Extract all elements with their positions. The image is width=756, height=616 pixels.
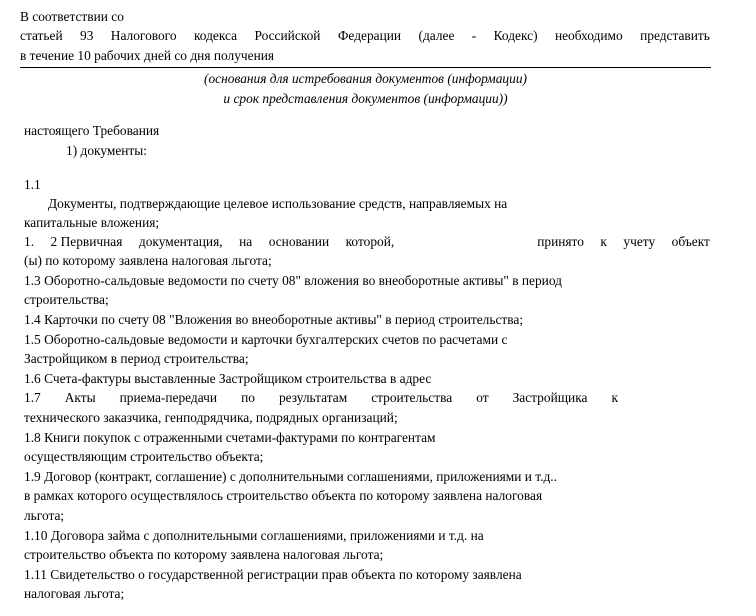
item-word: результатам	[278, 390, 348, 405]
header-word: Федерации	[337, 28, 402, 43]
item-1-3-line-1: 1.3 Оборотно-сальдовые ведомости по счету 08" вложения во внеоборотные активы" в период	[24, 273, 562, 288]
item-word: принято	[537, 234, 584, 249]
item-word: к	[611, 390, 618, 405]
documents-heading: 1) документы:	[66, 143, 147, 158]
item-1-6: 1.6 Счета-фактуры выставленные Застройщиком строительства в адрес	[24, 371, 432, 386]
item-1-10-line-1: 1.10 Договора займа с дополнительными соглашениями, приложениями и т.д. на	[24, 528, 484, 543]
header-line-2	[20, 26, 710, 45]
item-word: от	[476, 390, 489, 405]
item-1-5-line-1: 1.5 Оборотно-сальдовые ведомости и карточки бухгалтерских счетов по расчетами с	[24, 332, 508, 347]
item-1-1-line-1: Документы, подтверждающие целевое использование средств, направляемых на	[48, 196, 508, 211]
item-1-5-line-2: Застройщиком в период строительства;	[24, 351, 249, 366]
header-word: статьей	[20, 28, 63, 43]
header-word: кодекса	[193, 28, 238, 43]
item-1-7-line-1	[24, 388, 618, 407]
header-line-3: в течение 10 рабочих дней со дня получения	[20, 48, 275, 63]
item-1-1-line-2: капитальные вложения;	[24, 215, 160, 230]
header-word: Кодекс)	[493, 28, 538, 43]
requirement-label: настоящего Требования	[24, 123, 160, 138]
item-1-4: 1.4 Карточки по счету 08 "Вложения во внеоборотные активы" в период строительства;	[24, 312, 524, 327]
item-word: строительства	[371, 390, 453, 405]
header-line-1: В соответствии со	[20, 9, 124, 24]
item-word: объект	[671, 234, 710, 249]
item-word: Застройщика	[512, 390, 588, 405]
item-1-10-line-2: строительство объекта по которому заявлена налоговая льгота;	[24, 547, 384, 562]
note-line-1: (основания для истребования документов (информации)	[204, 71, 527, 86]
item-1-2-line-2: (ы) по которому заявлена налоговая льгота;	[24, 253, 272, 268]
item-word: 2 Первичная	[50, 234, 123, 249]
item-1-3-line-2: строительства;	[24, 292, 109, 307]
item-word: документация,	[138, 234, 223, 249]
item-1-2-line-1	[24, 232, 710, 251]
item-gap	[411, 232, 521, 251]
item-1-11-line-2: налоговая льгота;	[24, 586, 125, 601]
item-1-9-line-2: в рамках которого осуществлялось строительство объекта по которому заявлена налоговая	[24, 488, 543, 503]
item-word: учету	[623, 234, 656, 249]
item-1-8-line-1: 1.8 Книги покупок с отраженными счетами-фактурами по контрагентам	[24, 430, 436, 445]
item-1-9-line-1: 1.9 Договор (контракт, соглашение) с дополнительными соглашениями, приложениями и т.д..	[24, 469, 557, 484]
header-word: Российской	[254, 28, 321, 43]
item-word: на	[239, 234, 253, 249]
item-1-11-line-1: 1.11 Свидетельство о государственной регистрации прав объекта по которому заявлена	[24, 567, 522, 582]
item-1-9-line-3: льгота;	[24, 508, 65, 523]
item-1-1-number: 1.1	[24, 177, 41, 192]
header-word: 93	[80, 28, 94, 43]
item-word: которой,	[345, 234, 395, 249]
item-word: основании	[268, 234, 330, 249]
item-word: к	[600, 234, 607, 249]
item-word: 1.7	[24, 390, 41, 405]
item-word: приема-передачи	[119, 390, 218, 405]
item-word: по	[241, 390, 255, 405]
item-1-7-line-2: технического заказчика, генподрядчика, подрядных организаций;	[24, 410, 398, 425]
header-word: -	[471, 28, 477, 43]
header-word: Налогового	[110, 28, 177, 43]
note-line-2: и срок представления документов (информации))	[223, 91, 508, 106]
header-word: (далее	[418, 28, 455, 43]
item-word: 1.	[24, 234, 35, 249]
item-1-8-line-2: осуществляющим строительство объекта;	[24, 449, 264, 464]
underline-divider	[20, 67, 711, 68]
item-word: Акты	[64, 390, 96, 405]
header-word: представить	[640, 28, 710, 43]
header-word: необходимо	[554, 28, 623, 43]
